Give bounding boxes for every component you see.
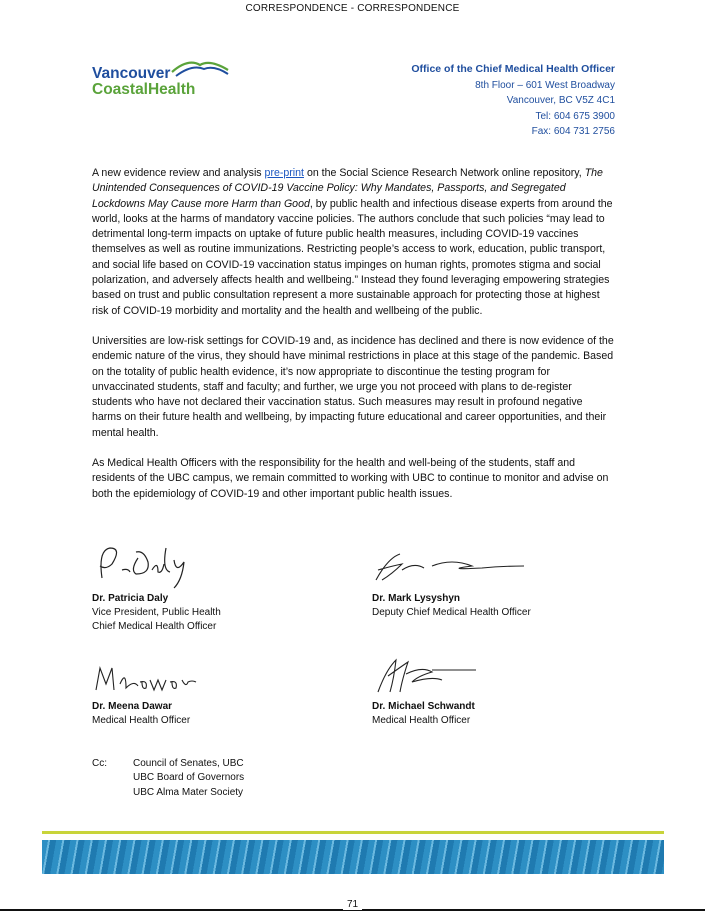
signatory-name: Dr. Patricia Daly: [92, 593, 169, 604]
cc-recipient-list: [133, 757, 244, 800]
office-tel: Tel: 604 675 3900: [535, 110, 615, 122]
paper-title: The Unintended Consequences of COVID-19 Vaccine Policy: Why Mandates, Passports, and Segregated Lockdowns May Cause more Harm than Good: [92, 167, 603, 210]
cc-recipient: UBC Alma Mater Society: [133, 786, 244, 798]
cc-recipient: UBC Board of Governors: [133, 772, 245, 784]
office-address-line1: 8th Floor – 601 West Broadway: [475, 79, 615, 91]
logo-line-vancouver: Vancouver: [92, 65, 171, 82]
signatory-role: Vice President, Public Health: [92, 607, 221, 618]
paragraph-3: As Medical Health Officers with the responsibility for the health and well-being of the students, staff and residents of the UBC campus, we remain committed to working with UBC to continue to monitor and advise on both the epidemiology of COVID-19 and other important public health issues.: [92, 457, 609, 500]
office-address-line2: Vancouver, BC V5Z 4C1: [506, 95, 615, 106]
office-title: Office of the Chief Medical Health Officer: [411, 63, 615, 75]
signature-block-daly: [92, 540, 221, 634]
signature-dawar: [92, 660, 202, 700]
signature-daly: [92, 540, 202, 592]
footer-wave-band: [42, 840, 664, 874]
correspondence-banner: CORRESPONDENCE - CORRESPONDENCE: [245, 3, 460, 14]
mountain-logo-icon: [170, 56, 230, 78]
office-fax: Fax: 604 731 2756: [531, 126, 615, 137]
paragraph-2: Universities are low-risk settings for COVID-19 and, as incidence has declined and there is now evidence of the endemic nature of the virus, they should have minimal restrictions in place at this stage of the pandemic. Based on the totality of public health evidence, it’s now appropriate to discontinue the testing program for unvaccinated students, staff and faculty; and further, we urge you not proceed with plans to de-register students who have not declared their vaccination status. Such measures may result in profound negative harms on their future health and wellbeing, by impacting future educational and career opportunities, and their mental health.: [92, 334, 614, 439]
cc-label: Cc:: [92, 758, 107, 769]
signature-block-lysyshyn: [372, 540, 532, 620]
office-address-block: [411, 62, 615, 140]
vch-logo: [92, 56, 242, 100]
signatory-role: Chief Medical Health Officer: [92, 621, 217, 632]
p1-repository: on the Social Science Research Network online repository,: [304, 167, 585, 179]
signatory-role: Medical Health Officer: [372, 715, 471, 726]
p1-intro: A new evidence review and analysis: [92, 167, 265, 179]
page-number-text: 71: [343, 899, 362, 910]
signatory-name: Dr. Michael Schwandt: [372, 701, 475, 712]
cc-recipient: Council of Senates, UBC: [133, 758, 244, 769]
footer-green-line: [42, 831, 664, 834]
signature-block-schwandt: [372, 652, 492, 728]
signature-lysyshyn: [372, 540, 532, 592]
p1-body: , by public health and infectious disease experts from around the world, looks at the harms of mandatory vaccine policies. The authors conclude that such policies “may lead to detrimental long-term impacts on uptake of future public health measures, including COVID-19 vaccines themselves as well as routine immunizations. Restricting people’s access to work, education, public transport, and social life based on COVID-19 vaccination status impinges on human rights, promotes stigma and social polarization, and adversely affects health and wellbeing.” Instead they found leveraging empowering strategies based on trust and public consultation represent a more sustainable approach for protecting those at highest risk of COVID-19 morbidity and mortality and the health and wellbeing of the public.: [92, 197, 613, 317]
paragraph-1: [92, 166, 614, 319]
signatory-name: Dr. Meena Dawar: [92, 701, 173, 712]
signatory-name: Dr. Mark Lysyshyn: [372, 593, 461, 604]
signatory-role: Deputy Chief Medical Health Officer: [372, 607, 531, 618]
signature-block-dawar: [92, 660, 202, 728]
signatory-role: Medical Health Officer: [92, 715, 191, 726]
letter-body: [92, 166, 614, 517]
signature-schwandt: [372, 652, 492, 700]
page-number: [0, 899, 705, 910]
logo-line-coastal-health: CoastalHealth: [92, 81, 196, 98]
pre-print-link[interactable]: pre-print: [264, 167, 304, 179]
